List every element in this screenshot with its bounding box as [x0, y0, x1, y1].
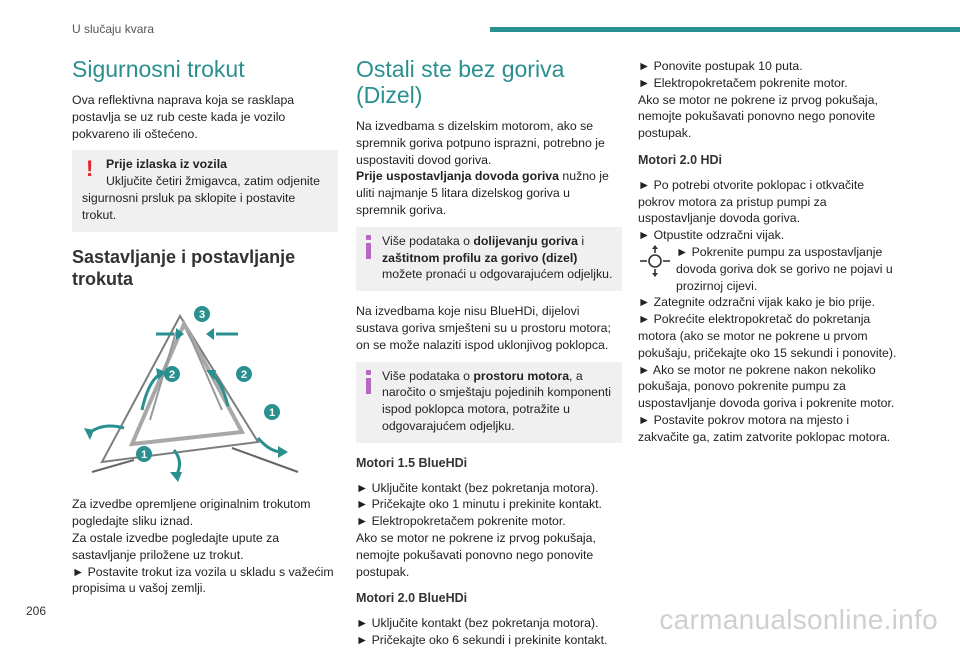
running-header: U slučaju kvara — [72, 22, 155, 36]
fuel-paragraph-2-rest: nužno je uliti najmanje 5 litara dizelskog goriva u spremnik goriva. — [356, 169, 609, 217]
step-line: Ako se motor ne pokrene iz prvog pokušaja, nemojte pokušavati ponovno nego ponovite postupak. — [356, 530, 596, 579]
pump-step-text: ► Pokrenite pumpu za uspostavljanje dovoda goriva dok se gorivo ne pojavi u prozirnoj cijevi. — [676, 244, 893, 293]
intro-paragraph: Ova reflektivna naprava koja se rasklapa postavlja se uz rub ceste kada je vozilo pokvareno ili oštećeno. — [72, 93, 295, 141]
figure-note-1: Za izvedbe opremljene originalnim trokutom pogledajte sliku iznad. — [72, 497, 311, 529]
figure-label-1a: 1 — [268, 406, 276, 419]
figure-label-2b: 2 — [240, 368, 248, 381]
warning-triangle-illustration — [72, 302, 338, 484]
figure-label-3: 3 — [198, 308, 206, 321]
subheading-1-5-bluehdi: Motori 1.5 BlueHDi — [356, 455, 468, 470]
subheading-2-0-bluehdi: Motori 2.0 BlueHDi — [356, 591, 468, 606]
warning-text: Uključite četiri žmigavca, zatim odjenite sigurnosni prsluk pa sklopite i postavite trokut. — [82, 174, 320, 222]
column-2 — [356, 52, 622, 649]
section-title-warning-triangle: Sigurnosni trokut — [72, 56, 245, 82]
step-line: ► Postavite pokrov motora na mjesto i zakvačite ga, zatim zatvorite poklopac motora. — [638, 412, 891, 444]
subheading-2-0-hdi: Motori 2.0 HDi — [638, 152, 723, 167]
section-title-assembly: Sastavljanje i postavljanje trokuta — [72, 246, 296, 289]
step-line: ► Ponovite postupak 10 puta. — [638, 59, 803, 73]
info-box-engine-compartment-text: Više podataka o prostoru motora, a naročito o smještaju pojedinih komponenti ispod poklopca motora, potražite u odgovarajućem odjeljku. — [382, 368, 611, 433]
step-line: ► Elektropokretačem pokrenite motor. — [356, 514, 566, 529]
column-1 — [72, 52, 338, 605]
info-box-refuelling-text: Više podataka o dolijevanju goriva i zaštitnom profilu za gorivo (dizel) možete pronaći u odgovarajućem odjeljku. — [382, 233, 613, 282]
step-line: ► Uključite kontakt (bez pokretanja motora). — [356, 616, 599, 631]
engine-compartment-paragraph: Na izvedbama koje nisu BlueHDi, dijelovi sustava goriva smješteni su u prostoru motora; on se može nalaziti ispod uklonjivog poklopca. — [356, 304, 611, 352]
pump-step — [638, 244, 900, 294]
info-box-engine-compartment — [356, 362, 622, 443]
column-3 — [638, 58, 900, 446]
step-line: ► Ako se motor ne pokrene nakon nekoliko pokušaja, ponovo pokrenite pumpu za uspostavljanje dovoda goriva i pokrenite motor. — [638, 362, 895, 411]
info-icon — [366, 235, 371, 259]
step-line: ► Elektropokretačem pokrenite motor. — [638, 75, 848, 90]
fuel-paragraph-2-bold: Prije uspostavljanja dovoda goriva — [356, 169, 559, 184]
info-box-refuelling — [356, 227, 622, 291]
step-line: ► Zategnite odzračni vijak kako je bio prije. — [638, 295, 876, 310]
warning-heading: Prije izlaska iz vozila — [106, 157, 227, 172]
info-icon — [366, 370, 371, 394]
steps-continued — [638, 58, 900, 142]
section-title-out-of-fuel: Ostali ste bez goriva (Dizel) — [356, 56, 565, 108]
step-line: ► Otpustite odzračni vijak. — [638, 228, 785, 243]
step-line: ► Uključite kontakt (bez pokretanja motora). — [356, 480, 599, 495]
steps-1-5-bluehdi — [356, 480, 622, 581]
figure-label-1b: 1 — [140, 448, 148, 461]
watermark: carmanualsonline.info — [659, 604, 938, 635]
steps-2-0-bluehdi — [356, 615, 622, 649]
warning-box — [72, 150, 338, 231]
warning-exclamation-icon: ! — [86, 156, 94, 182]
figure-note-3: ► Postavite trokut iza vozila u skladu s važećim propisima u vašoj zemlji. — [72, 564, 334, 596]
fuel-paragraph-1: Na izvedbama s dizelskim motorom, ako se spremnik goriva potpuno isprazni, potrebno je uspostaviti dovod goriva. — [356, 119, 605, 167]
step-line: ► Pokrećite elektropokretač do pokretanja motora (ako se motor ne pokrene u prvom pokušaju, pričekajte oko 15 sekundi i ponovite). — [638, 312, 897, 360]
step-line: ► Po potrebi otvorite poklopac i otkvačite pokrov motora za pristup pumpi za uspostavljanje dovoda goriva. — [638, 177, 865, 226]
step-line: Ako se motor ne pokrene iz prvog pokušaja, nemojte pokušavati ponovno nego ponovite postupak. — [638, 92, 878, 141]
header-accent-bar — [490, 27, 960, 32]
hand-pump-icon — [638, 244, 672, 278]
page-number: 206 — [26, 604, 47, 618]
step-line: ► Pričekajte oko 1 minutu i prekinite kontakt. — [356, 497, 602, 512]
figure-note-2: Za ostale izvedbe pogledajte upute za sastavljanje priložene uz trokut. — [72, 530, 280, 562]
steps-2-0-hdi — [638, 177, 900, 446]
step-line: ► Pričekajte oko 6 sekundi i prekinite kontakt. — [356, 632, 608, 647]
figure-label-2a: 2 — [168, 368, 176, 381]
fuel-paragraph-2 — [356, 168, 622, 218]
